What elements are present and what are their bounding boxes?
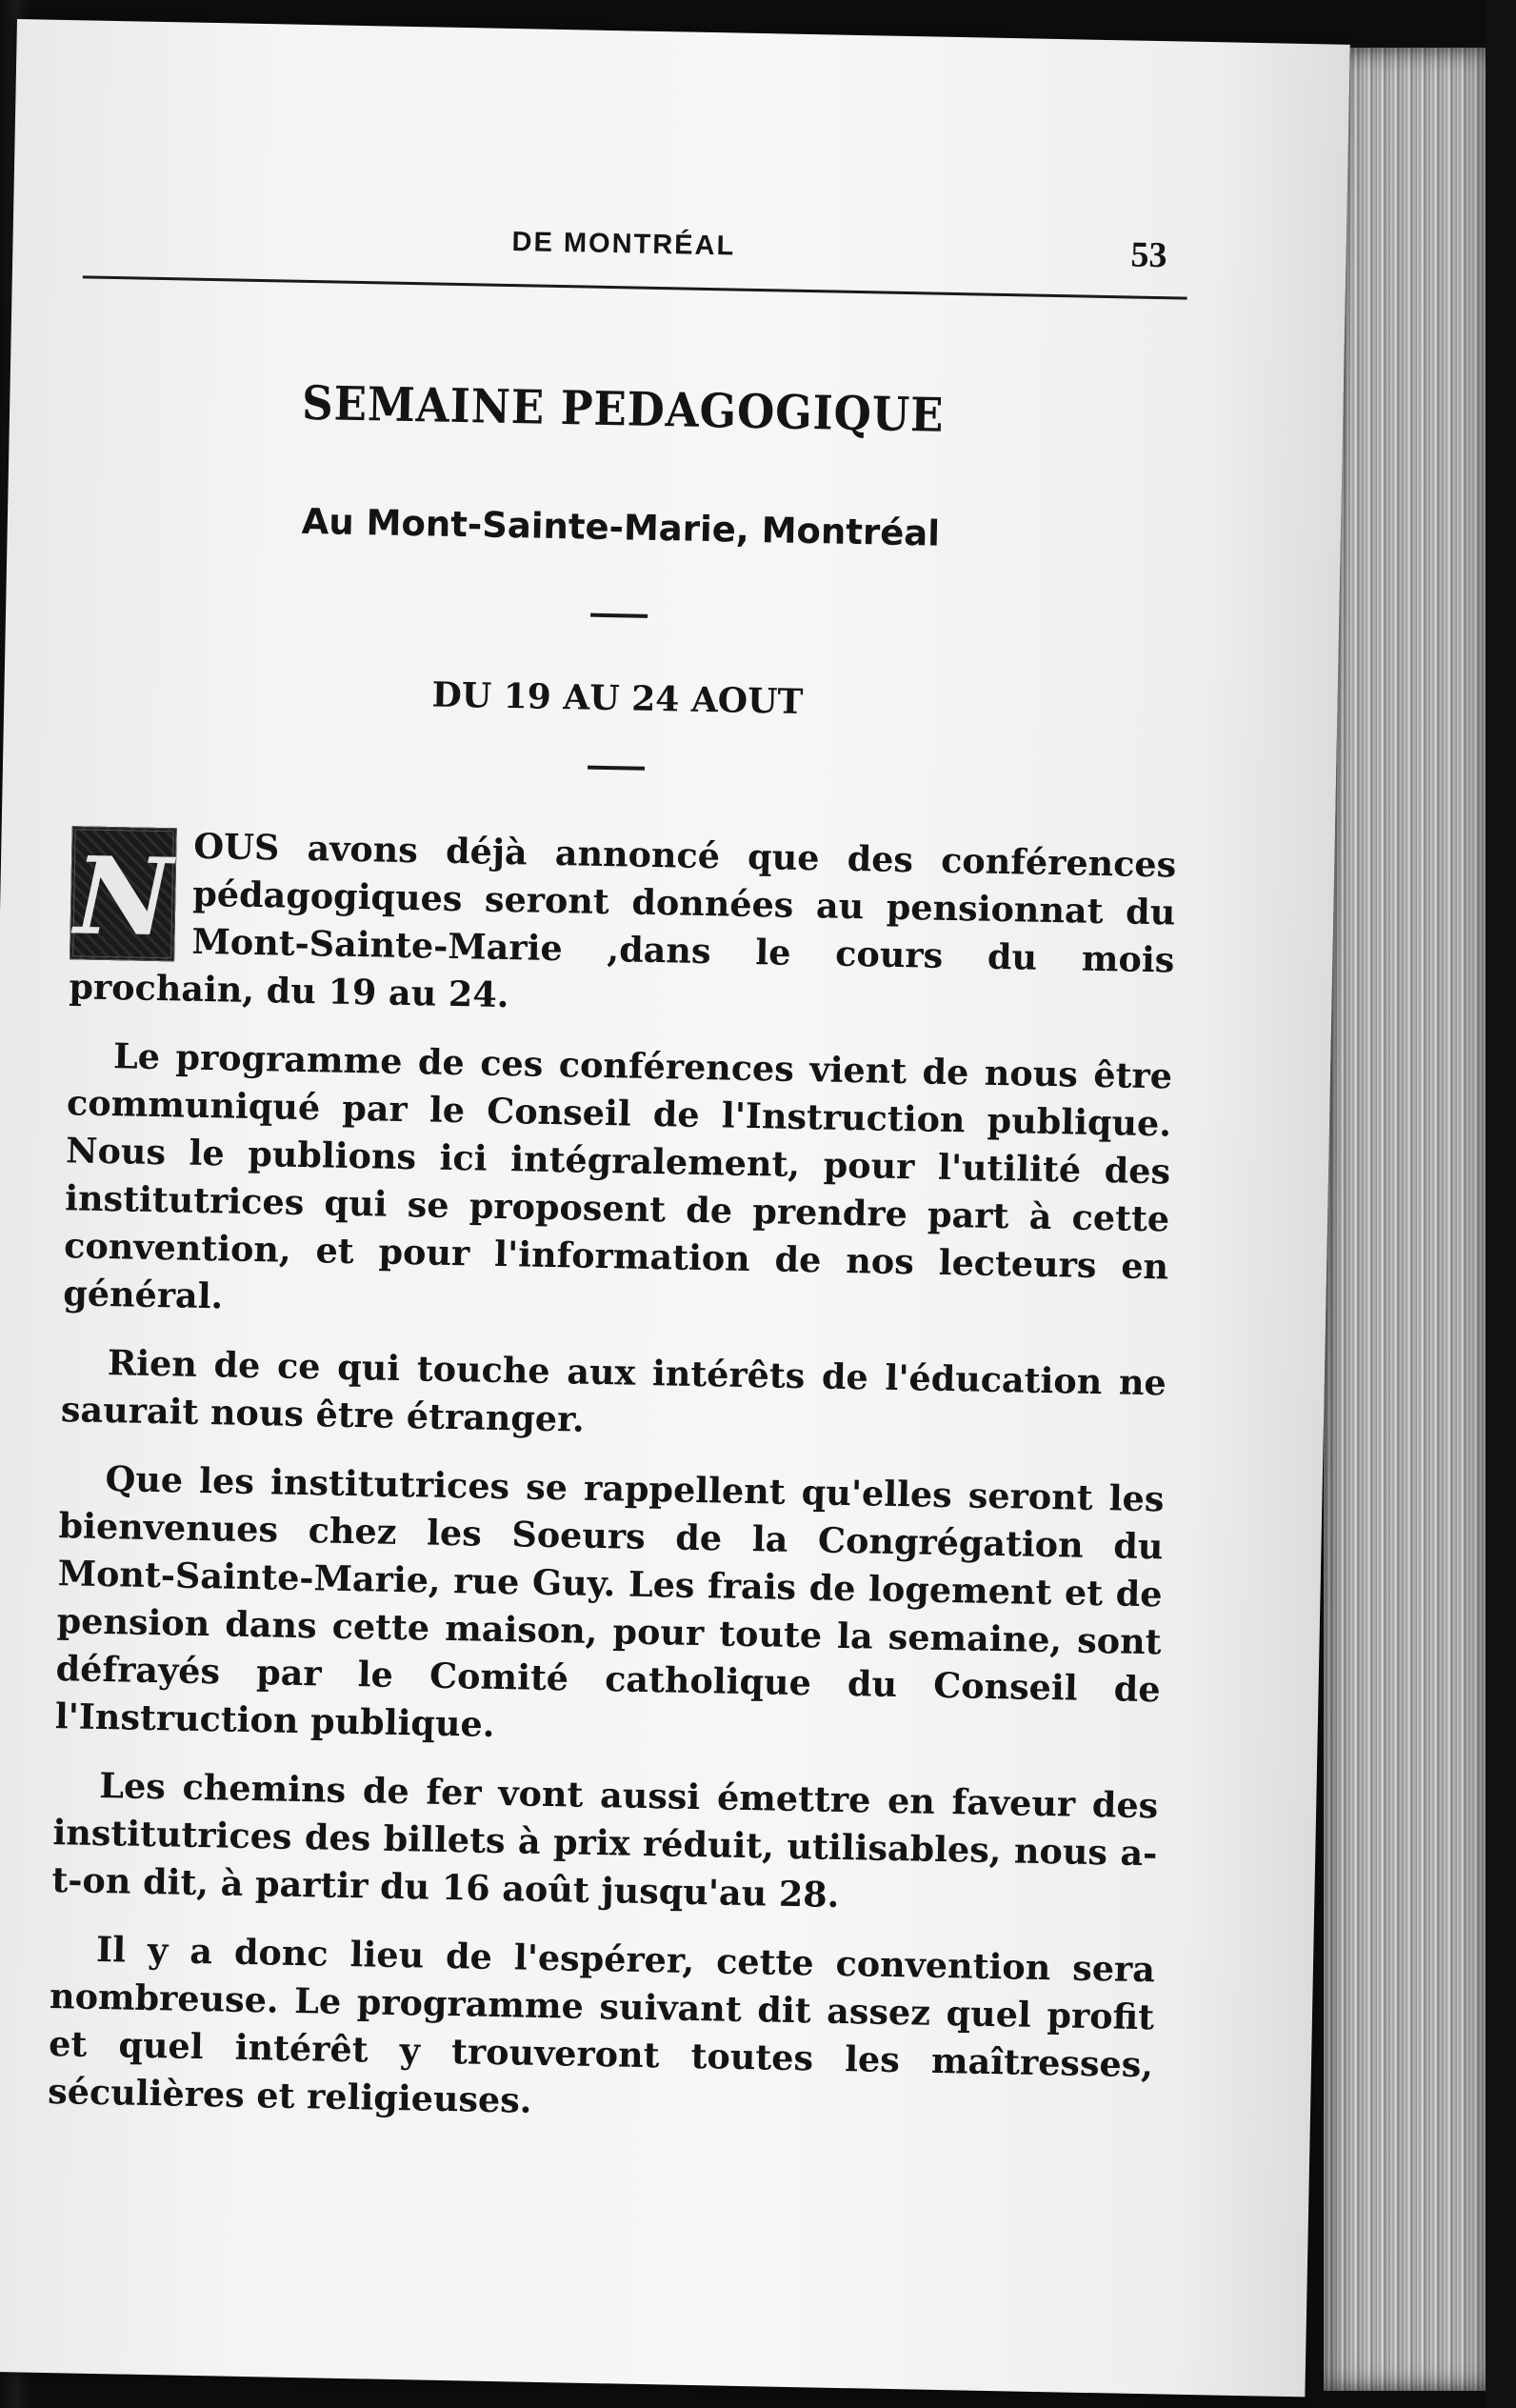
- ornamental-dropcap: N: [70, 826, 177, 961]
- header-rule: [83, 275, 1187, 299]
- book-page: [0, 19, 1350, 2397]
- divider-rule: [590, 613, 648, 618]
- divider-rule: [588, 766, 645, 771]
- running-head: DE MONTRÉAL: [511, 227, 736, 262]
- paragraph-2: Le programme de ces conférences vient de nous être communiqué par le Conseil de l'Instruction publique. Nous le publions ici intégralement, pour l'utilité des institutrices qui se proposent de prendre part à cette convention, et pour l'information de nos lecteurs en général.: [62, 1035, 1173, 1317]
- book-edge-shadow: [1486, 0, 1516, 2408]
- paragraph-4: Que les institutrices se rappellent qu'elles seront les bienvenues chez les Soeurs de la Congrégation du Mont-Sainte-Marie, rue Guy. Les frais de logement et de pension dans cette maison, pour toute la semaine, sont défrayés par le Comité catholique du Conseil de l'Instruction publique.: [54, 1458, 1165, 1745]
- article-body: [47, 820, 1176, 2157]
- page-content: [40, 19, 1177, 2121]
- article-title: SEMAINE PEDAGOGIQUE: [301, 374, 945, 443]
- page-number: 53: [1130, 234, 1167, 276]
- paragraph-5: Les chemins de fer vont aussi émettre en faveur des institutrices des billets à prix réduit, utilisables, nous a-t-on dit, à partir du 16 août jusqu'au 28.: [51, 1765, 1159, 1916]
- paragraph-3: Rien de ce qui touche aux intérêts de l'éducation ne saurait nous être étranger.: [60, 1342, 1167, 1440]
- article-subtitle: Au Mont-Sainte-Marie, Montréal: [301, 500, 941, 554]
- paragraph-text: OUS avons déjà annoncé que des conférences pédagogiques seront données au pensionnat du Mont-Sainte-Marie ,dans le cours du mois prochain, du 19 au 24.: [69, 825, 1177, 1016]
- article-dates: DU 19 AU 24 AOUT: [431, 674, 804, 722]
- paragraph-1: [69, 820, 1177, 1032]
- paragraph-6: Il y a donc lieu de l'espérer, cette convention sera nombreuse. Le programme suivant dit assez quel profit et quel intérêt y trouveront toutes les maîtresses, séculières et religieuses.: [47, 1928, 1156, 2121]
